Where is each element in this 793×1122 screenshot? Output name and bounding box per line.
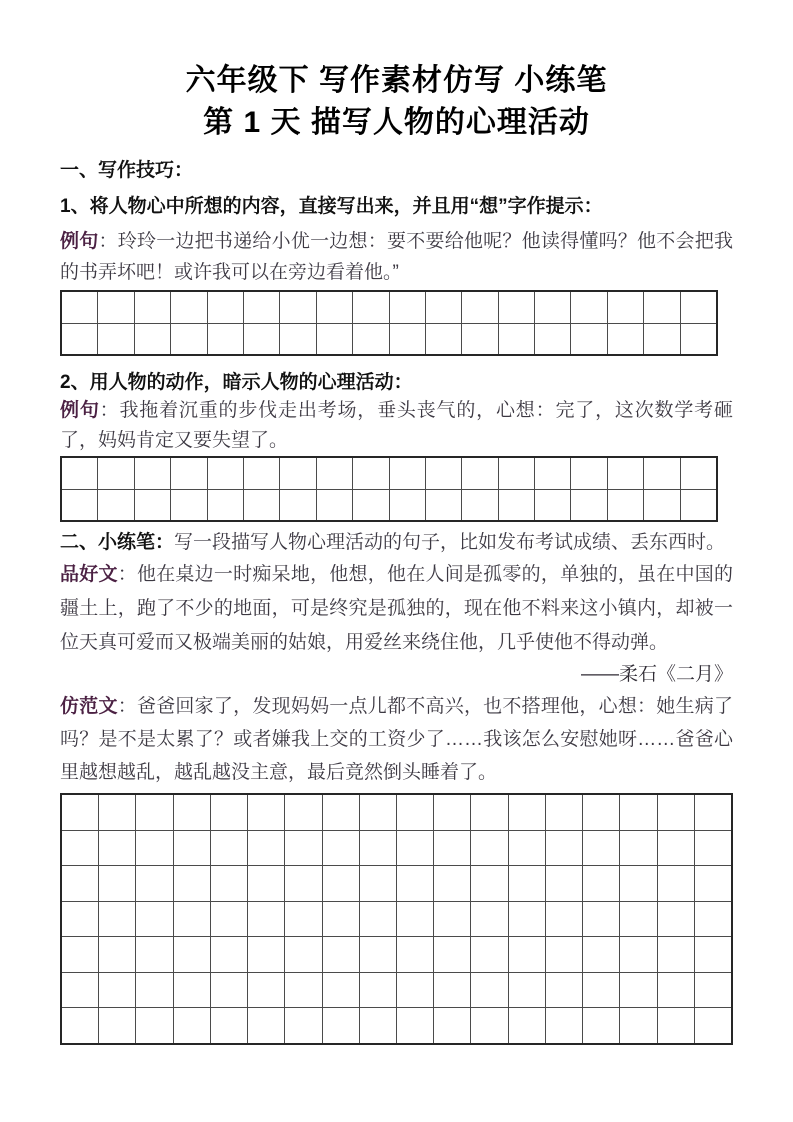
grid-cell xyxy=(570,490,606,521)
grid-cell xyxy=(97,324,133,355)
grid-cell xyxy=(545,795,582,830)
grid-cell xyxy=(97,490,133,521)
grid-cell xyxy=(98,795,135,830)
grid-cell xyxy=(316,292,352,323)
grid-cell xyxy=(534,458,570,489)
grid-cell xyxy=(461,324,497,355)
grid-cell xyxy=(210,1008,247,1043)
grid-cell xyxy=(279,292,315,323)
grid-cell xyxy=(534,490,570,521)
grid-cell xyxy=(98,902,135,937)
grid-cell xyxy=(284,902,321,937)
grid-cell xyxy=(62,937,98,972)
grid-cell xyxy=(173,795,210,830)
grid-cell xyxy=(545,937,582,972)
grid-row xyxy=(62,865,731,901)
grid-cell xyxy=(210,866,247,901)
grid-cell xyxy=(352,458,388,489)
grid-cell xyxy=(570,324,606,355)
grid-cell xyxy=(508,795,545,830)
grid-cell xyxy=(643,324,679,355)
grid-cell xyxy=(207,292,243,323)
section1-heading: 一、写作技巧： xyxy=(60,160,194,181)
grid-cell xyxy=(643,458,679,489)
grid-cell xyxy=(607,292,643,323)
grid-cell xyxy=(389,324,425,355)
writing-grid-1 xyxy=(60,290,718,356)
grid-cell xyxy=(619,795,656,830)
grid-cell xyxy=(607,490,643,521)
grid-cell xyxy=(534,324,570,355)
grid-cell xyxy=(498,324,534,355)
grid-cell xyxy=(607,458,643,489)
grid-cell xyxy=(498,458,534,489)
grid-cell xyxy=(694,1008,731,1043)
grid-cell xyxy=(316,324,352,355)
grid-cell xyxy=(545,973,582,1008)
grid-cell xyxy=(657,866,694,901)
tip2-example-label: 例句 xyxy=(60,400,100,421)
grid-cell xyxy=(243,490,279,521)
grid-cell xyxy=(97,292,133,323)
grid-cell xyxy=(433,973,470,1008)
grid-cell xyxy=(545,902,582,937)
grid-cell xyxy=(316,490,352,521)
grid-cell xyxy=(62,831,98,866)
grid-cell xyxy=(545,831,582,866)
grid-cell xyxy=(279,324,315,355)
grid-cell xyxy=(359,866,396,901)
grid-cell xyxy=(322,831,359,866)
attribution-line: ——柔石《二月》 xyxy=(580,664,733,685)
grid-cell xyxy=(607,324,643,355)
grid-row xyxy=(62,1007,731,1043)
grid-cell xyxy=(433,937,470,972)
grid-cell xyxy=(582,1008,619,1043)
grid-cell xyxy=(396,866,433,901)
grid-cell xyxy=(98,937,135,972)
grid-cell xyxy=(352,292,388,323)
grid-cell xyxy=(173,973,210,1008)
grid-cell xyxy=(694,795,731,830)
grid-cell xyxy=(135,1008,172,1043)
section2-heading-label: 二、小练笔： xyxy=(60,532,175,553)
grid-cell xyxy=(210,831,247,866)
grid-cell xyxy=(135,937,172,972)
grid-cell xyxy=(396,795,433,830)
grid-cell xyxy=(433,1008,470,1043)
section2-heading-line xyxy=(60,528,733,558)
grid-cell xyxy=(207,324,243,355)
grid-cell xyxy=(359,831,396,866)
grid-cell xyxy=(508,973,545,1008)
grid-cell xyxy=(62,973,98,1008)
grid-cell xyxy=(279,490,315,521)
grid-cell xyxy=(619,973,656,1008)
grid-row xyxy=(62,292,716,323)
grid-cell xyxy=(359,973,396,1008)
grid-cell xyxy=(98,831,135,866)
good-text-paragraph xyxy=(60,558,733,660)
grid-cell xyxy=(619,1008,656,1043)
grid-cell xyxy=(582,831,619,866)
grid-cell xyxy=(461,292,497,323)
grid-cell xyxy=(170,490,206,521)
grid-cell xyxy=(534,292,570,323)
tip1-example-text: ：玲玲一边把书递给小优一边想：要不要给他呢？他读得懂吗？他不会把我的书弄坏吧！或许我可以在旁边看着他。” xyxy=(60,231,733,283)
grid-cell xyxy=(389,490,425,521)
grid-cell xyxy=(470,795,507,830)
grid-cell xyxy=(134,458,170,489)
grid-cell xyxy=(508,937,545,972)
grid-cell xyxy=(243,458,279,489)
grid-cell xyxy=(170,292,206,323)
imitation-label: 仿范文 xyxy=(60,696,118,717)
grid-cell xyxy=(470,866,507,901)
grid-cell xyxy=(470,831,507,866)
grid-cell xyxy=(545,866,582,901)
grid-cell xyxy=(657,973,694,1008)
grid-cell xyxy=(433,902,470,937)
grid-cell xyxy=(657,831,694,866)
grid-cell xyxy=(425,490,461,521)
grid-cell xyxy=(508,1008,545,1043)
grid-cell xyxy=(135,795,172,830)
grid-cell xyxy=(173,902,210,937)
grid-cell xyxy=(284,973,321,1008)
good-text-body: ：他在桌边一时痴呆地，他想，他在人间是孤零的，单独的，虽在中国的疆土上，跑了不少的地面，可是终究是孤独的，现在他不料来这小镇内，却被一位天真可爱而又极端美丽的姑娘，用爱丝来绕住他，几乎使他不得动弹。 xyxy=(60,564,733,653)
grid-cell xyxy=(173,1008,210,1043)
good-text-label: 品好文 xyxy=(60,564,118,585)
grid-cell xyxy=(582,973,619,1008)
grid-cell xyxy=(173,866,210,901)
grid-cell xyxy=(433,795,470,830)
grid-cell xyxy=(470,973,507,1008)
grid-cell xyxy=(207,490,243,521)
grid-cell xyxy=(322,866,359,901)
grid-cell xyxy=(134,292,170,323)
grid-cell xyxy=(210,937,247,972)
grid-cell xyxy=(433,866,470,901)
grid-row xyxy=(62,458,716,489)
grid-cell xyxy=(680,324,716,355)
grid-cell xyxy=(210,973,247,1008)
grid-cell xyxy=(508,866,545,901)
grid-cell xyxy=(619,866,656,901)
grid-cell xyxy=(470,937,507,972)
grid-cell xyxy=(170,458,206,489)
writing-grid-main xyxy=(60,793,733,1045)
grid-cell xyxy=(694,831,731,866)
grid-cell xyxy=(322,795,359,830)
grid-cell xyxy=(62,902,98,937)
grid-cell xyxy=(247,973,284,1008)
grid-cell xyxy=(359,1008,396,1043)
grid-cell xyxy=(657,795,694,830)
grid-cell xyxy=(582,795,619,830)
grid-cell xyxy=(694,937,731,972)
grid-cell xyxy=(582,937,619,972)
grid-cell xyxy=(135,902,172,937)
imitation-text: ：爸爸回家了，发现妈妈一点儿都不高兴，也不搭理他，心想：她生病了吗？是不是太累了？或者嫌我上交的工资少了……我该怎么安慰她呀……爸爸心里越想越乱，越乱越没主意，最后竟然倒头睡着了。 xyxy=(60,696,733,783)
grid-row xyxy=(62,901,731,937)
grid-cell xyxy=(545,1008,582,1043)
grid-cell xyxy=(173,937,210,972)
tip1-example-paragraph xyxy=(60,226,733,288)
grid-row xyxy=(62,972,731,1008)
grid-cell xyxy=(98,866,135,901)
grid-cell xyxy=(62,292,97,323)
page-title-line2: 第 1 天 描写人物的心理活动 xyxy=(203,106,590,139)
grid-cell xyxy=(657,902,694,937)
grid-cell xyxy=(322,1008,359,1043)
grid-cell xyxy=(619,831,656,866)
grid-cell xyxy=(322,937,359,972)
grid-cell xyxy=(284,795,321,830)
grid-row xyxy=(62,936,731,972)
grid-cell xyxy=(470,902,507,937)
grid-cell xyxy=(284,866,321,901)
grid-cell xyxy=(643,292,679,323)
grid-cell xyxy=(359,795,396,830)
grid-cell xyxy=(619,937,656,972)
grid-cell xyxy=(657,1008,694,1043)
grid-cell xyxy=(352,324,388,355)
grid-cell xyxy=(508,902,545,937)
grid-cell xyxy=(498,490,534,521)
grid-cell xyxy=(135,831,172,866)
grid-cell xyxy=(284,1008,321,1043)
grid-cell xyxy=(247,1008,284,1043)
grid-cell xyxy=(582,866,619,901)
grid-cell xyxy=(396,831,433,866)
grid-cell xyxy=(389,458,425,489)
grid-cell xyxy=(643,490,679,521)
tip1-example-label: 例句 xyxy=(60,231,99,252)
grid-cell xyxy=(582,902,619,937)
grid-cell xyxy=(396,1008,433,1043)
tip2-example-paragraph xyxy=(60,396,733,456)
grid-cell xyxy=(247,902,284,937)
grid-cell xyxy=(359,937,396,972)
grid-cell xyxy=(322,973,359,1008)
grid-row xyxy=(62,830,731,866)
grid-cell xyxy=(173,831,210,866)
grid-cell xyxy=(425,458,461,489)
grid-cell xyxy=(425,292,461,323)
grid-cell xyxy=(657,937,694,972)
grid-cell xyxy=(359,902,396,937)
page-title-line1: 六年级下 写作素材仿写 小练笔 xyxy=(185,64,608,97)
tip2-example-text: ：我拖着沉重的步伐走出考场，垂头丧气的，心想：完了，这次数学考砸了，妈妈肯定又要失望了。 xyxy=(60,400,733,451)
grid-cell xyxy=(207,458,243,489)
grid-cell xyxy=(170,324,206,355)
grid-cell xyxy=(210,795,247,830)
grid-cell xyxy=(461,458,497,489)
grid-cell xyxy=(396,937,433,972)
grid-cell xyxy=(352,490,388,521)
grid-cell xyxy=(694,866,731,901)
grid-cell xyxy=(570,292,606,323)
grid-cell xyxy=(135,866,172,901)
grid-cell xyxy=(470,1008,507,1043)
grid-cell xyxy=(694,902,731,937)
grid-cell xyxy=(243,292,279,323)
grid-cell xyxy=(279,458,315,489)
grid-cell xyxy=(243,324,279,355)
imitation-paragraph xyxy=(60,690,733,789)
grid-cell xyxy=(62,490,97,521)
grid-cell xyxy=(284,937,321,972)
grid-cell xyxy=(316,458,352,489)
grid-row xyxy=(62,489,716,521)
grid-cell xyxy=(247,937,284,972)
section2-heading-text: 写一段描写人物心理活动的句子，比如发布考试成绩、丢东西时。 xyxy=(174,532,726,553)
grid-cell xyxy=(461,490,497,521)
tip2-heading: 2、用人物的动作，暗示人物的心理活动： xyxy=(60,372,413,393)
grid-cell xyxy=(62,866,98,901)
grid-cell xyxy=(694,973,731,1008)
grid-cell xyxy=(680,490,716,521)
grid-cell xyxy=(570,458,606,489)
tip1-heading: 1、将人物心中所想的内容，直接写出来，并且用“想”字作提示： xyxy=(60,196,603,217)
grid-cell xyxy=(680,458,716,489)
grid-row xyxy=(62,323,716,355)
grid-cell xyxy=(389,292,425,323)
grid-cell xyxy=(498,292,534,323)
grid-cell xyxy=(210,902,247,937)
grid-cell xyxy=(97,458,133,489)
grid-cell xyxy=(508,831,545,866)
grid-cell xyxy=(62,795,98,830)
grid-cell xyxy=(247,795,284,830)
grid-cell xyxy=(396,973,433,1008)
grid-cell xyxy=(134,490,170,521)
grid-cell xyxy=(680,292,716,323)
grid-cell xyxy=(433,831,470,866)
grid-cell xyxy=(62,458,97,489)
grid-cell xyxy=(134,324,170,355)
grid-cell xyxy=(247,831,284,866)
grid-cell xyxy=(619,902,656,937)
grid-cell xyxy=(425,324,461,355)
grid-cell xyxy=(396,902,433,937)
grid-cell xyxy=(322,902,359,937)
grid-cell xyxy=(62,324,97,355)
grid-cell xyxy=(62,1008,98,1043)
grid-cell xyxy=(135,973,172,1008)
grid-cell xyxy=(98,973,135,1008)
grid-cell xyxy=(247,866,284,901)
grid-row xyxy=(62,795,731,830)
grid-cell xyxy=(284,831,321,866)
writing-grid-2 xyxy=(60,456,718,522)
grid-cell xyxy=(98,1008,135,1043)
